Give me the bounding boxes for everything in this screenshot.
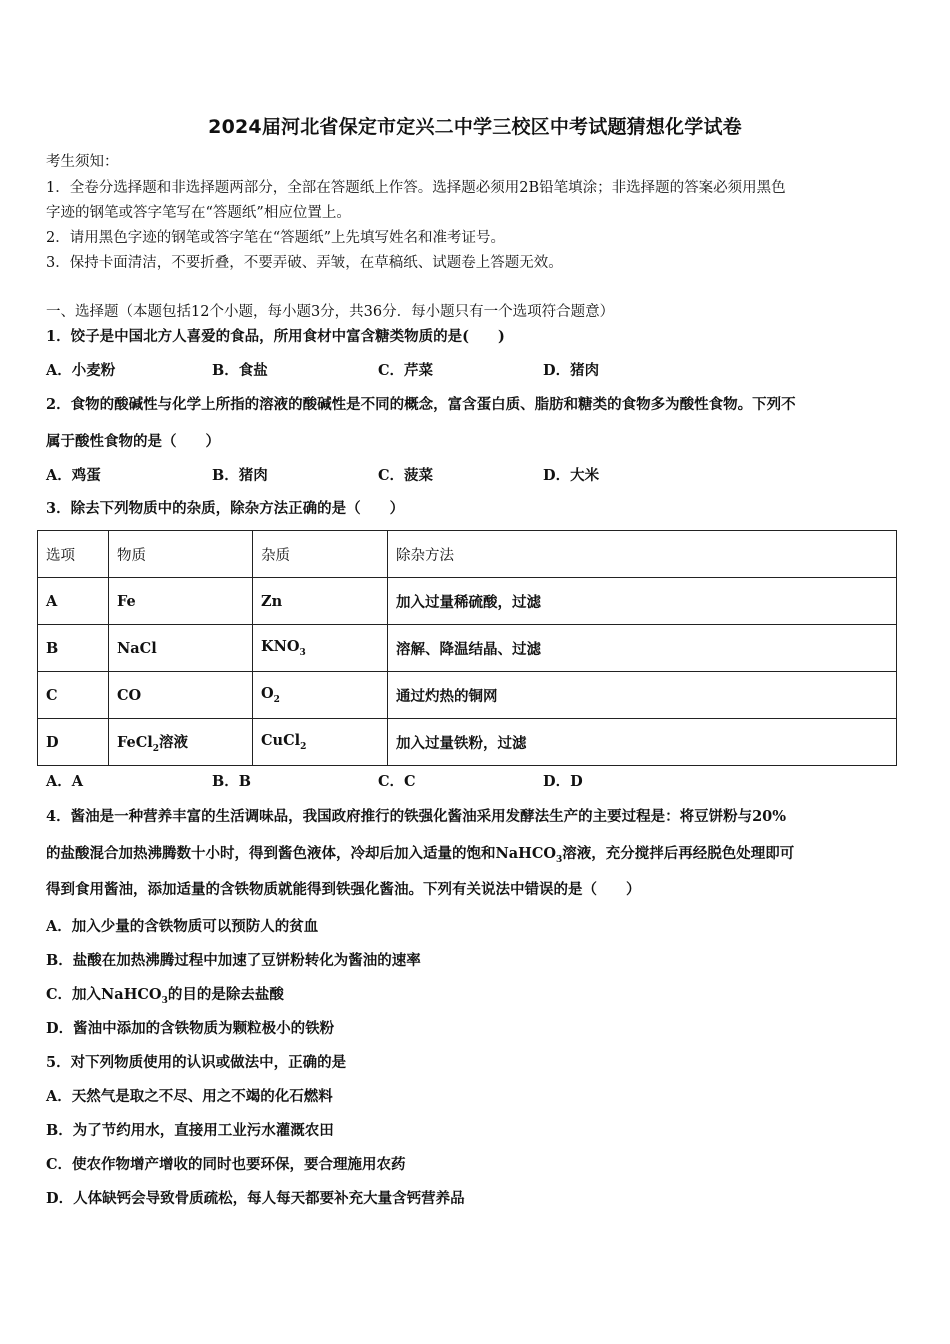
header-substance: 物质 xyxy=(109,531,253,578)
row-option: B xyxy=(38,625,109,672)
notice-line-2: 2．请用黑色字迹的钢笔或答字笔在“答题纸”上先填写姓名和准考证号。 xyxy=(46,230,506,246)
table-row xyxy=(38,719,897,766)
q2-option-b: B．猪肉 xyxy=(212,467,268,484)
row-method: 加入过量稀硫酸，过滤 xyxy=(388,578,897,625)
question-5-stem: 5．对下列物质使用的认识或做法中，正确的是 xyxy=(46,1054,347,1071)
question-1-stem: 1．饺子是中国北方人喜爱的食品，所用食材中富含糖类物质的是( ) xyxy=(46,328,505,345)
q5-option-b: B．为了节约用水，直接用工业污水灌溉农田 xyxy=(46,1122,334,1139)
q2-option-a: A．鸡蛋 xyxy=(46,467,101,484)
header-impurity: 杂质 xyxy=(253,531,388,578)
q4-option-a: A．加入少量的含铁物质可以预防人的贫血 xyxy=(46,918,319,935)
table-row xyxy=(38,625,897,672)
question-4-stem-a: 4．酱油是一种营养丰富的生活调味品，我国政府推行的铁强化酱油采用发酵法生产的主要过程是：将豆饼粉与20% xyxy=(46,808,787,825)
question-4-stem-b: 的盐酸混合加热沸腾数十小时，得到酱色液体，冷却后加入适量的饱和NaHCO$_3$溶液，充分搅拌后再经脱色处理即可 xyxy=(46,845,795,865)
row-method: 加入过量铁粉，过滤 xyxy=(388,719,897,766)
q3-option-a: A．A xyxy=(46,773,84,790)
notice-heading: 考生须知： xyxy=(46,154,119,170)
q4-option-c: C．加入NaHCO$_3$的目的是除去盐酸 xyxy=(46,986,284,1006)
question-2-stem-a: 2．食物的酸碱性与化学上所指的溶液的酸碱性是不同的概念，富含蛋白质、脂肪和糖类的食物多为酸性食物。下列不 xyxy=(46,396,796,413)
q1-option-a: A．小麦粉 xyxy=(46,362,116,379)
q1-option-d: D．猪肉 xyxy=(543,362,600,379)
q3-option-c: C．C xyxy=(378,773,416,790)
row-substance: FeCl$_2$溶液 xyxy=(109,719,253,766)
header-method: 除杂方法 xyxy=(388,531,897,578)
row-method: 溶解、降温结晶、过滤 xyxy=(388,625,897,672)
q5-option-c: C．使农作物增产增收的同时也要环保，要合理施用农药 xyxy=(46,1156,406,1173)
q1-option-c: C．芹菜 xyxy=(378,362,434,379)
notice-line-1b: 字迹的钢笔或答字笔写在“答题纸”相应位置上。 xyxy=(46,205,351,221)
q2-option-d: D．大米 xyxy=(543,467,600,484)
row-option: C xyxy=(38,672,109,719)
q3-option-b: B．B xyxy=(212,773,252,790)
row-impurity: $O_2$ xyxy=(253,672,388,719)
impurity-table xyxy=(37,530,897,766)
question-3-stem: 3．除去下列物质中的杂质，除杂方法正确的是（ ） xyxy=(46,500,405,517)
table-row xyxy=(38,672,897,719)
q3-option-d: D．D xyxy=(543,773,583,790)
q5-option-d: D．人体缺钙会导致骨质疏松，每人每天都要补充大量含钙营养品 xyxy=(46,1190,465,1207)
row-method: 通过灼热的铜网 xyxy=(388,672,897,719)
row-substance: CO xyxy=(109,672,253,719)
row-impurity: CuCl$_2$ xyxy=(253,719,388,766)
question-4-stem-c: 得到食用酱油，添加适量的含铁物质就能得到铁强化酱油。下列有关说法中错误的是（ ） xyxy=(46,881,641,898)
notice-line-1a: 1．全卷分选择题和非选择题两部分，全部在答题纸上作答。选择题必须用2B铅笔填涂；非选择题的答案必须用黑色 xyxy=(46,180,786,196)
section-heading: 一、选择题（本题包括12个小题，每小题3分，共36分．每小题只有一个选项符合题意） xyxy=(46,304,615,320)
row-option: D xyxy=(38,719,109,766)
row-impurity: Zn xyxy=(253,578,388,625)
header-option: 选项 xyxy=(38,531,109,578)
q5-option-a: A．天然气是取之不尽、用之不竭的化石燃料 xyxy=(46,1088,333,1105)
question-2-stem-b: 属于酸性食物的是（ ） xyxy=(46,433,220,450)
q1-option-b: B．食盐 xyxy=(212,362,268,379)
row-option: A xyxy=(38,578,109,625)
q2-option-c: C．菠菜 xyxy=(378,467,434,484)
exam-title: 2024届河北省保定市定兴二中学三校区中考试题猜想化学试卷 xyxy=(208,116,742,138)
table-row xyxy=(38,578,897,625)
row-substance: Fe xyxy=(109,578,253,625)
table-header-row xyxy=(38,531,897,578)
q4-option-b: B．盐酸在加热沸腾过程中加速了豆饼粉转化为酱油的速率 xyxy=(46,952,421,969)
notice-line-3: 3．保持卡面清洁，不要折叠，不要弄破、弄皱，在草稿纸、试题卷上答题无效。 xyxy=(46,255,563,271)
row-impurity: $KNO_3$ xyxy=(253,625,388,672)
q4-option-d: D．酱油中添加的含铁物质为颗粒极小的铁粉 xyxy=(46,1020,335,1037)
row-substance: NaCl xyxy=(109,625,253,672)
